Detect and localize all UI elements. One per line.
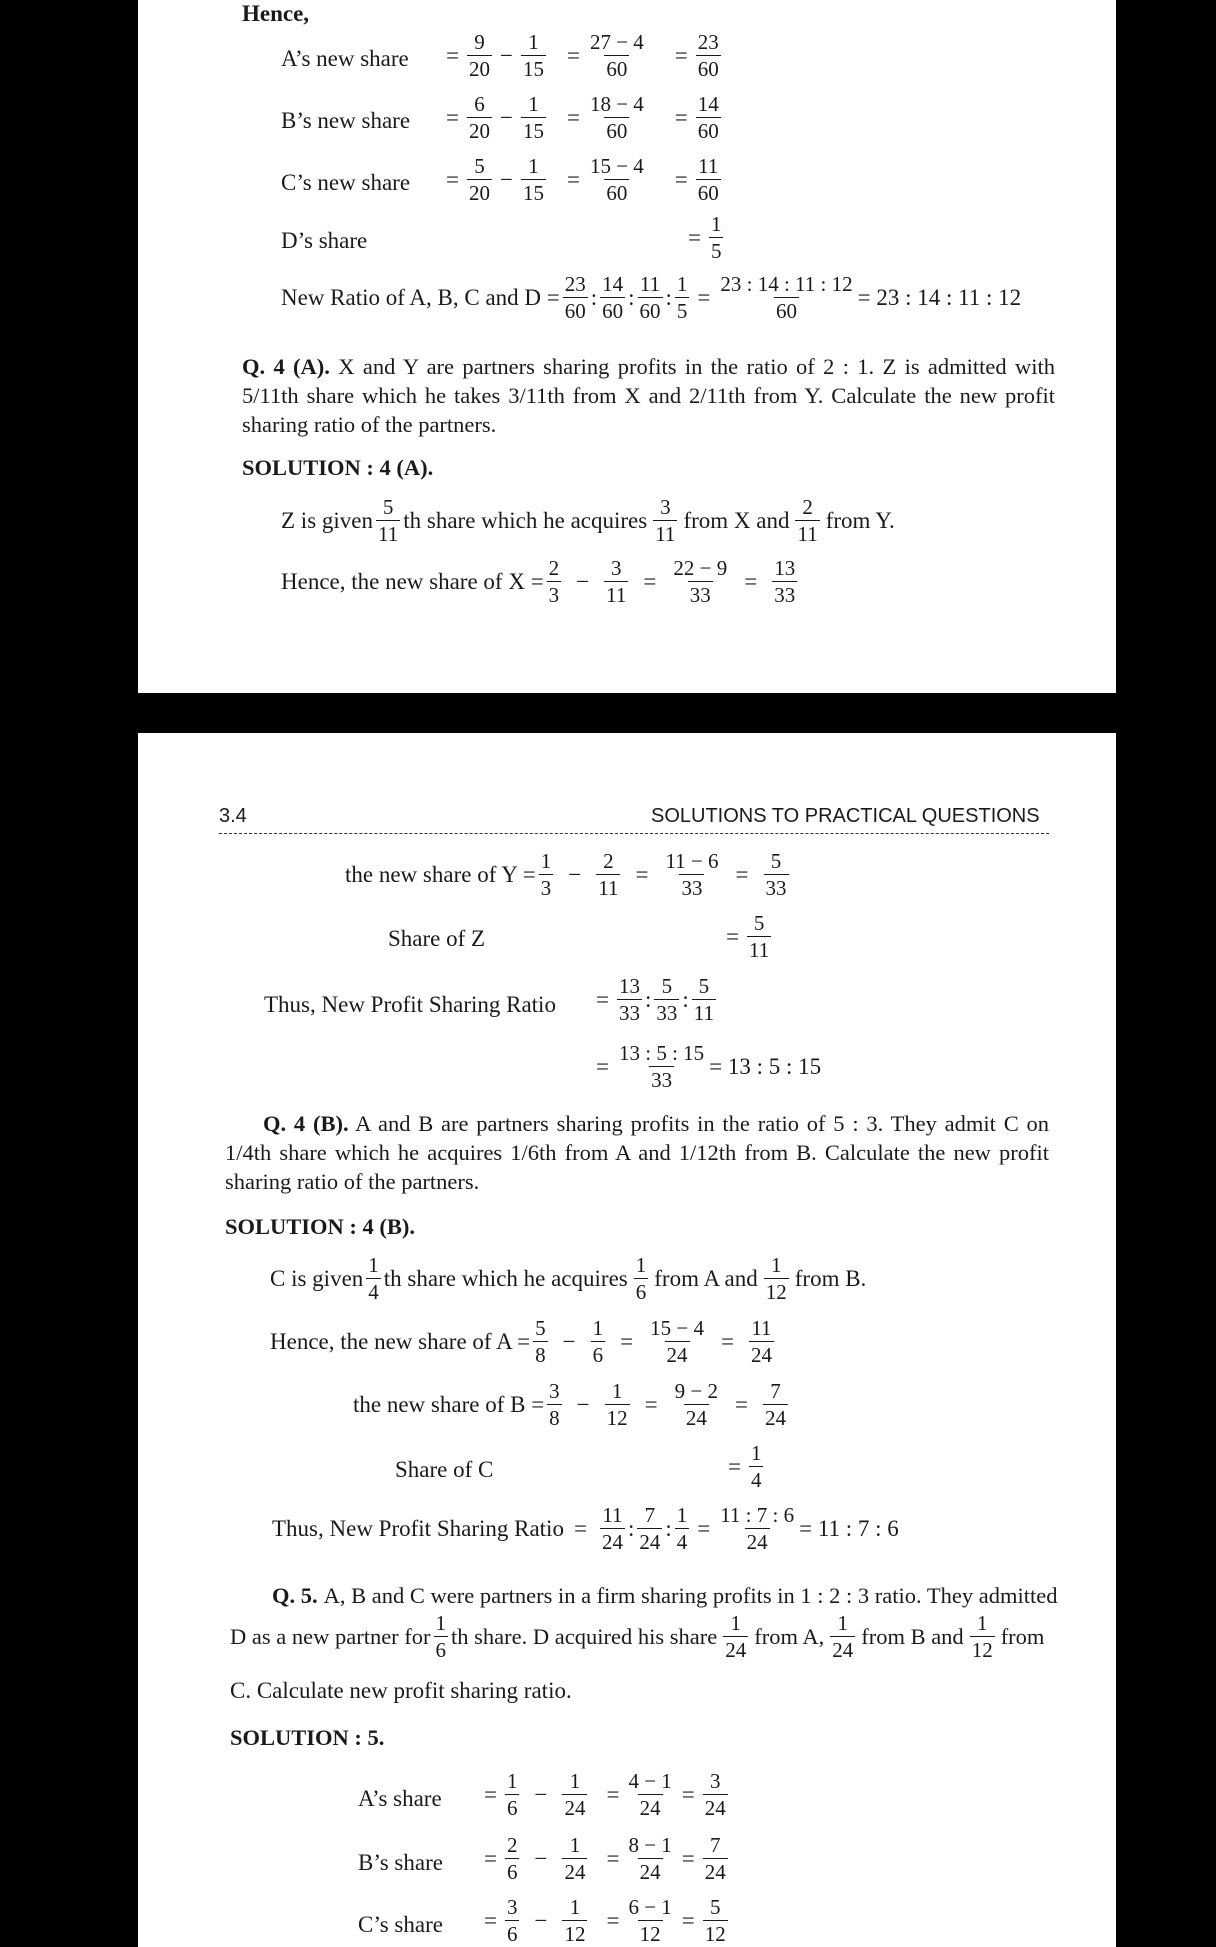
ratio-4a-label: Thus, New Profit Sharing Ratio	[264, 992, 556, 1017]
page-top	[138, 0, 1116, 693]
c-new-share-label: C’s new share	[281, 170, 411, 195]
sol5-c-calc: = $\frac{3}{6}$ − $\frac{1}{12}$ = $\frac{6 - 1}{12}$ = $\frac{5}{12}$	[484, 1895, 726, 1946]
a-new-share-label: A’s new share	[281, 46, 409, 71]
solution-5-heading: SOLUTION : 5.	[230, 1725, 385, 1750]
c-new-share-calc: = $\frac{5}{20}$ − $\frac{1}{15}$ = $\frac{15 - 4}{60}$ = $\frac{11}{60}$	[446, 154, 719, 205]
page-bottom	[138, 733, 1116, 1947]
new-share-b-line: the new share of B = $\frac{3}{8}$ − $\frac{1}{12}$ = $\frac{9 - 2}{24}$ = $\frac{7}{24}$	[353, 1379, 786, 1430]
question-5-line2: D as a new partner for $\frac{1}{6}$ th share. D acquired his share $\frac{1}{24}$ from A, $\frac{1}{24}$ from B and $\frac{1}{12}$ from	[230, 1611, 1045, 1662]
ratio-4b-line: Thus, New Profit Sharing Ratio = $\frac{11}{24}$ : $\frac{7}{24}$ : $\frac{1}{4}$ = $\frac{11 : 7 : 6}{24}$ = 11 : 7 : 6	[272, 1503, 899, 1554]
question-4a	[242, 352, 1055, 439]
solution-4b-line1: C is given $\frac{1}{4}$ th share which he acquires $\frac{1}{6}$ from A and $\frac{1}{12}$ from B.	[270, 1253, 867, 1304]
question-4a-text: X and Y are partners sharing profits in the ratio of 2 : 1. Z is admitted with 5/11th share which he takes 3/11th from X and 2/11th from Y. Calculate the new profit sharing ratio of the partners.	[242, 354, 1055, 437]
question-4a-head: Q. 4 (A).	[242, 354, 330, 379]
hence-label: Hence,	[242, 1, 310, 26]
new-ratio-label: New Ratio of A, B, C and D =	[281, 285, 560, 310]
y-share-line: the new share of Y = $\frac{1}{3}$ − $\frac{2}{11}$ = $\frac{11 - 6}{33}$ = $\frac{5}{33}$	[345, 849, 787, 900]
new-share-a-line: Hence, the new share of A = $\frac{5}{8}$ − $\frac{1}{6}$ = $\frac{15 - 4}{24}$ = $\frac{11}{24}$	[270, 1316, 772, 1367]
ratio-4a-result: = $\frac{13 : 5 : 15}{33}$ = 13 : 5 : 15	[596, 1041, 822, 1092]
question-4b-head: Q. 4 (B).	[263, 1111, 349, 1136]
ratio-4a-fracs: = $\frac{13}{33}$ : $\frac{5}{33}$ : $\frac{5}{11}$	[596, 974, 714, 1025]
b-new-share-calc: = $\frac{6}{20}$ − $\frac{1}{15}$ = $\frac{18 - 4}{60}$ = $\frac{14}{60}$	[446, 92, 719, 143]
solution-4a-line2: Hence, the new share of X = $\frac{2}{3}$ − $\frac{3}{11}$ = $\frac{22 - 9}{33}$ = $\frac{13}{33}$	[281, 556, 796, 607]
sol5-c-label: C’s share	[358, 1912, 443, 1937]
solution-4a-line1: Z is given $\frac{5}{11}$ th share which he acquires $\frac{3}{11}$ from X and $\frac{2}{11}$ from Y.	[281, 495, 895, 546]
question-4b	[225, 1109, 1049, 1196]
sol5-b-calc: = $\frac{2}{6}$ − $\frac{1}{24}$ = $\frac{8 - 1}{24}$ = $\frac{7}{24}$	[484, 1833, 726, 1884]
b-new-share-label: B’s new share	[281, 108, 411, 133]
question-5-line3: C. Calculate new profit sharing ratio.	[230, 1678, 572, 1703]
sol5-a-label: A’s share	[358, 1786, 442, 1811]
sol5-b-label: B’s share	[358, 1850, 443, 1875]
c-share-label: Share of C	[395, 1457, 494, 1482]
solution-4b-heading: SOLUTION : 4 (B).	[225, 1214, 416, 1239]
d-share-calc: = $\frac{1}{5}$	[688, 212, 722, 263]
a-new-share-calc: = $\frac{9}{20}$ − $\frac{1}{15}$ = $\frac{27 - 4}{60}$ = $\frac{23}{60}$	[446, 30, 719, 81]
z-share-calc: = $\frac{5}{11}$	[726, 911, 770, 962]
solution-4a-heading: SOLUTION : 4 (A).	[242, 455, 434, 480]
header-divider	[219, 833, 1049, 834]
page-number: 3.4	[219, 805, 247, 827]
new-ratio-result: = 23 : 14 : 11 : 12	[857, 285, 1022, 310]
question-5-head: Q. 5.	[272, 1583, 318, 1608]
new-ratio-line: New Ratio of A, B, C and D = $\frac{23}{60}$ : $\frac{14}{60}$ : $\frac{11}{60}$ : $\frac{1}{5}$ = $\frac{23 : 14 : 11 : 12}{60}$ = 23 : 14 : 11 : 12	[281, 272, 1022, 323]
sol5-a-calc: = $\frac{1}{6}$ − $\frac{1}{24}$ = $\frac{4 - 1}{24}$ = $\frac{3}{24}$	[484, 1769, 726, 1820]
d-share-label: D’s share	[281, 228, 368, 253]
question-4b-text: A and B are partners sharing profits in the ratio of 5 : 3. They admit C on 1/4th share which he acquires 1/6th from A and 1/12th from B. Calculate the new profit sharing ratio of the partners.	[225, 1111, 1050, 1194]
running-head: SOLUTIONS TO PRACTICAL QUESTIONS	[651, 805, 1040, 827]
question-5-line1: Q. 5. A, B and C were partners in a firm sharing profits in 1 : 2 : 3 ratio. They admitted	[272, 1583, 1058, 1608]
z-share-label: Share of Z	[388, 926, 486, 951]
c-share-calc: = $\frac{1}{4}$	[728, 1441, 762, 1492]
